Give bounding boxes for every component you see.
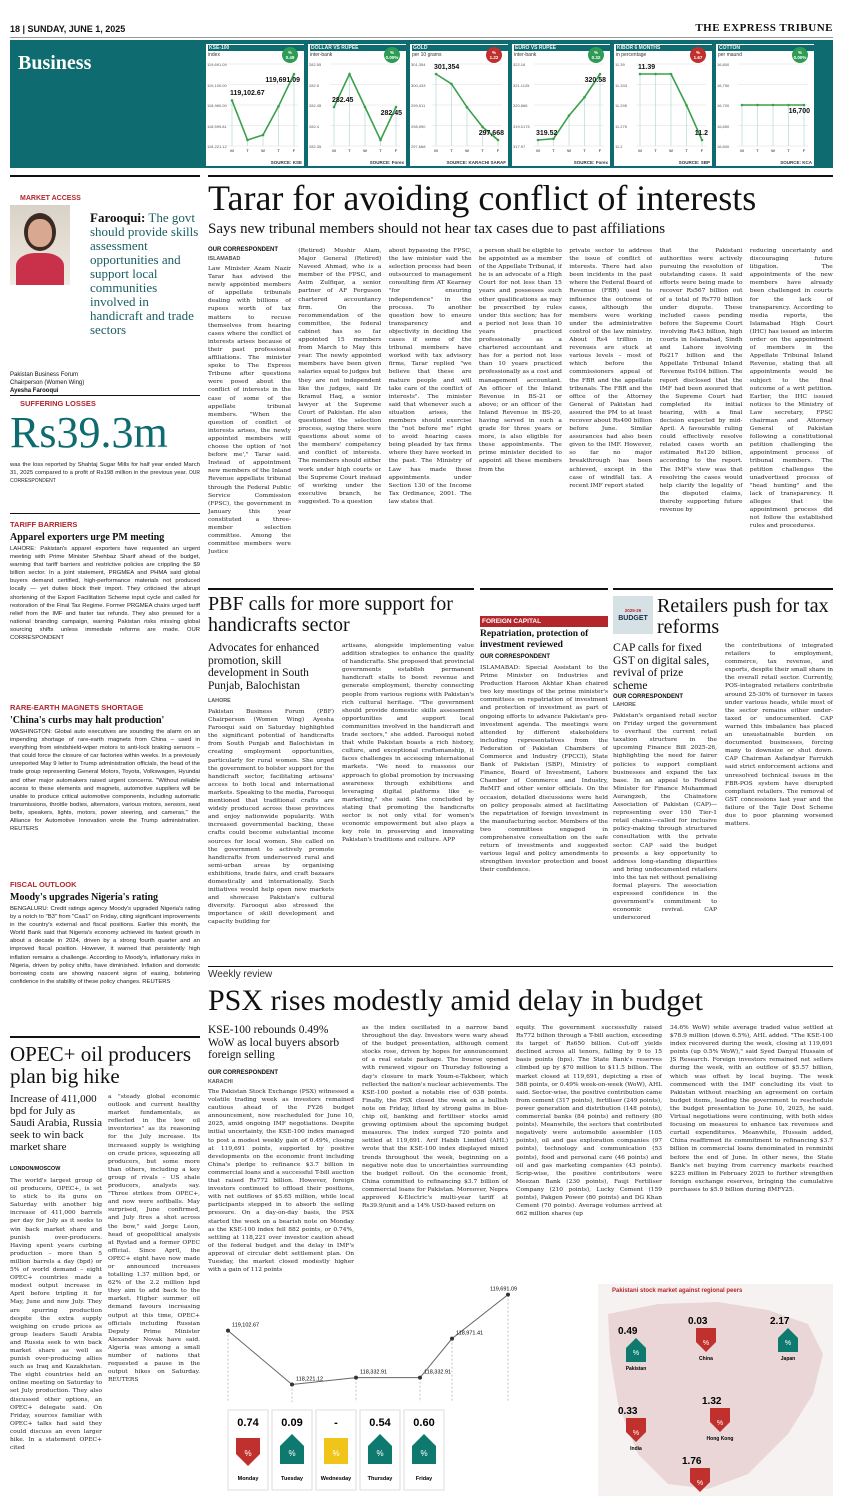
peer-value: 0.49 bbox=[618, 1326, 638, 1337]
peer-name: Hong Kong bbox=[706, 1436, 734, 1442]
day-change: - bbox=[334, 1417, 338, 1429]
data-point bbox=[685, 104, 688, 107]
percent-sign: % bbox=[288, 1449, 296, 1458]
percent-sign: % bbox=[632, 1430, 640, 1437]
market-title: KIBOR 6 MONTHS bbox=[616, 45, 712, 51]
day-label: F bbox=[292, 148, 296, 153]
day-label: T bbox=[583, 148, 586, 153]
day-label: Monday bbox=[237, 1476, 259, 1482]
psx-headline: PSX rises modestly amid delay in budget bbox=[208, 984, 703, 1017]
day-label: F bbox=[394, 148, 398, 153]
peer-name: Pakistan bbox=[625, 1366, 647, 1372]
opec-text-col2: a "steady global economic outlook and current healthy market fundamentals, as reflected in the low oil inventories" as its reasoning for the July increase. Its increased supply is weighing on crude prices, squeezing all producers, but some more than others, including a key group of rivals – US shale producers, analysts say. "Three strikes from OPEC+, and now were softballs. May surprised, June confirmed, and July fires a shot across the bow," said Jorge Leon, head of geopolitical analysis at Rystad and a former OPEC official. Since April, the OPEC+ eight have now made or announced increases totalling 1.37 million bpd, or 62% of the 2.2 million bpd they aim to add back to the market. Higher summer oil demand favours increasing output at this time, OPEC+ officials including Russian Deputy Prime Minister Alexander Novak have said. Algeria was among a small number of nations that requested a pause in the output hikes on Saturday. REUTERS bbox=[108, 1094, 200, 1384]
data-point bbox=[395, 106, 398, 109]
market-source: SOURCE: KCA bbox=[780, 160, 812, 165]
change-badge: % 1.67 bbox=[690, 47, 706, 63]
data-point bbox=[670, 73, 673, 76]
day-label: T bbox=[481, 148, 484, 153]
first-value: 11.39 bbox=[638, 64, 656, 71]
opec-text-col1: The world's largest group of oil producers, OPEC+, is set to stick to its guns on Saturday with another big increase of 411,000 barrels per day for July as it seeks to win back market share and punish over-producers. Having spent years curbing production – more than 5 million barrels a day (bpd) or 5% of world demand – eight OPEC+ countries made a modest output increase in April before tripling it for May, June and now July. They are spurring production despite the extra supply weighing on crude prices as group leaders Saudi Arabia and Russia seek to win back market share as well as punish over-producing allies such as Iraq and Kazakhstan. The eight countries held an online meeting on Saturday to set July production. They also discussed other options, an OPEC+ delegate said. On Friday, sources familiar with OPEC+ talks had said they could discuss an even larger hike. In a statement OPEC+ cited bbox=[10, 1178, 102, 1452]
psx-dateline: KARACHI bbox=[208, 1079, 233, 1085]
market-sub: in percentage bbox=[616, 52, 647, 58]
value-label: 119,691.09 bbox=[490, 1286, 518, 1293]
data-point bbox=[599, 73, 602, 76]
y-tick-label: 16,600 bbox=[717, 144, 730, 149]
market-source: SOURCE: Forex bbox=[573, 160, 608, 165]
market-sub: per maund bbox=[718, 52, 742, 58]
peer-name: Japan bbox=[780, 1356, 796, 1362]
loss-figure: Rs39.3m bbox=[10, 408, 168, 457]
day-label: T bbox=[552, 148, 555, 153]
last-value: 11.2 bbox=[694, 130, 708, 137]
percent-sign: % bbox=[332, 1449, 340, 1458]
change-badge: % 0.49 bbox=[282, 47, 298, 63]
psx-text-col4: 34.6% WoW) while average traded value settled at $78.9 million (down 6.5%), AHL added. "The KSE-100 index recovered during the week, closing at 119,691 points (up 0.5% WoW)," said Syed Danyal Hussain of JS Research. Foreign investors remained net sellers during the week, with an outflow of $5.57 billion, which was offset by local buying. The week commenced with the IMF concluding its visit to Pakistan without reaching an agreement on certain budget items, leading the government to reschedule the budget presentation to June 10, 2025, he said. Virtual negotiations were continuing, with both sides focusing on measures to enhance tax revenues and curtail expenditures. Meanwhile, Hussain added, China reaffirmed its commitment to refinancing $3.7 billion in commercial loans denominated in renminbi before the end of June. In other news, the State Bank's net buying from currency markets reached $223 million in February 2025 to further strengthen foreign exchange reserves, bringing the cumulative purchases to $5.9 billion during 8MFY25. bbox=[670, 1025, 833, 1193]
market-sub: inter-bank bbox=[310, 52, 333, 58]
day-label: W bbox=[465, 148, 469, 153]
kse-weekly-chart bbox=[208, 1278, 528, 1494]
change-badge: % 1.22 bbox=[486, 47, 502, 63]
day-change: 0.09 bbox=[281, 1417, 303, 1429]
regional-title: Pakistani stock market against regional peers bbox=[612, 1288, 743, 1294]
data-point bbox=[506, 1293, 510, 1297]
y-tick-label: 118,221.12 bbox=[207, 144, 227, 149]
day-label: W bbox=[261, 148, 265, 153]
lead-text-col: private sector to address the issue of conflict of interests. There had also been incidents in the past where the Federal Board of Revenue (FBR) used to influence the outcome of cases, although the members were working under the administrative control of the law ministry. About Rs4 trillion in revenues are stuck at various levels – most of which before the commissioners appeal of the FBR and the appellate tribunals. The FBR and the office of the Attorney General of Pakistan had assured the PM to at least recover about Rs400 billion before June. Similar assurances had also been given to the IMF. However, so far no major breakthrough has been achieved, except in the case of windfall tax. A recent IMF report stated bbox=[569, 248, 653, 489]
retail-dateline: LAHORE bbox=[613, 702, 636, 708]
pull-quote: Farooqui: The govt should provide skills assessment opportunities and support local communities involved in handicraft and trade sectors bbox=[90, 210, 199, 337]
opec-headline: OPEC+ oil producers plan big hike bbox=[10, 1042, 191, 1088]
data-point bbox=[246, 139, 249, 142]
y-tick-label: 11.333 bbox=[615, 82, 627, 88]
y-tick-label: 16,800 bbox=[717, 62, 730, 67]
lead-byline: OUR CORRESPONDENT bbox=[208, 247, 279, 253]
market-title: EURO VS RUPEE bbox=[514, 45, 610, 51]
repat-headline: Repatriation, protection of investment reviewed bbox=[480, 629, 589, 650]
peer-name: India bbox=[630, 1446, 642, 1452]
pbf-subhead: Advocates for enhanced promotion, skill development in South Punjab, Balochistan bbox=[208, 642, 320, 692]
data-point bbox=[348, 73, 351, 76]
retail-headline: Retailers push for tax reforms bbox=[657, 595, 829, 638]
peer-value: 0.33 bbox=[618, 1406, 638, 1417]
y-tick-label: 11.275 bbox=[615, 123, 627, 129]
market-source: SOURCE: SBP bbox=[678, 160, 710, 165]
day-label: T bbox=[685, 148, 688, 153]
peer-value: 1.32 bbox=[702, 1396, 722, 1407]
psx-byline: OUR CORRESPONDENT bbox=[208, 1070, 279, 1076]
y-tick-label: 282.35 bbox=[309, 144, 322, 149]
y-tick-label: 297,668 bbox=[411, 144, 426, 149]
day-label: W bbox=[363, 148, 367, 153]
peer-value: 0.03 bbox=[688, 1316, 708, 1327]
data-point bbox=[772, 104, 775, 107]
y-tick-label: 11.39 bbox=[615, 62, 625, 67]
data-point bbox=[450, 1337, 454, 1341]
pbf-text-col1: Pakistan Business Forum (PBF) Chairperson (Women Wing) Ayesha Farooqui said on Saturday highlighted the significant potential of handicrafts from South Punjab and Balochistan in creating employment opportunities, particularly for rural women. She urged the government to bolster support for the handicraft sector, facilitating artisans' access to both local and international markets. Speaking to the media, Farooqui mentioned that traditional crafts are widely produced across these provinces and enjoy nationwide popularity. With increased governmental backing, these crafts could become substantial income sources for local women. She called on the government to actively promote handicrafts from underserved rural and semi-urban areas by organising exhibitions, trade fairs, and craft bazaars domestically and internationally. Such initiatives would help open new markets and showcase Pakistan's cultural diversity. Farooqui also stressed the importance of skill development and capacity building for bbox=[208, 709, 334, 926]
data-point bbox=[333, 106, 336, 109]
value-label: 118,332.91 bbox=[360, 1369, 388, 1376]
percent-sign: % bbox=[244, 1449, 252, 1458]
last-value: 119,691.09 bbox=[265, 77, 300, 84]
y-tick-label: 11.2 bbox=[615, 144, 623, 149]
peer-value: 2.17 bbox=[770, 1316, 790, 1327]
y-tick-label: 317.97 bbox=[513, 144, 526, 149]
day-label: W bbox=[669, 148, 673, 153]
day-label: W bbox=[567, 148, 571, 153]
psx-text-col1: The Pakistan Stock Exchange (PSX) witnessed a volatile trading week as investors remained cautious ahead of the FY26 budget announcement, now rescheduled for June 10, 2025, amid ongoing IMF negotiations. Despite initial uncertainty, the KSE-100 index managed to post a modest weekly gain of 0.49%, closing at 119,691 points, supported by positive developments on the economic front including China's pledge to refinance $3.7 billion in commercial loans and a successful T-bill auction that raised Rs772 billion. However, foreign investors continued to offload their positions, with net outflows of $5.65 million, while local participants stepped in to absorb the selling pressure. On a day-on-day basis, the PSX started the week on a bearish note on Monday as the KSE-100 index fell 882 points, or 0.74%, settling at 118,221 over investor caution ahead of the federal budget and the delay in IMF's approval of circular debt settlement plan. On Tuesday, the market closed modestly higher with a gain of 112 points bbox=[208, 1089, 354, 1273]
data-point bbox=[262, 134, 265, 137]
data-point bbox=[293, 73, 296, 76]
retail-subhead: CAP calls for fixed GST on digital sales, revival of prize scheme bbox=[613, 642, 710, 692]
lead-story bbox=[208, 175, 833, 581]
market-source: SOURCE: Forex bbox=[369, 160, 404, 165]
data-point bbox=[654, 73, 657, 76]
data-point bbox=[277, 105, 280, 108]
day-label: T bbox=[787, 148, 790, 153]
data-point bbox=[568, 114, 571, 117]
market-panel bbox=[410, 44, 508, 166]
data-point bbox=[379, 139, 382, 142]
first-value: 119,102.67 bbox=[230, 90, 265, 98]
data-point bbox=[418, 1376, 422, 1380]
lead-text-col: that the Pakistani authorities were actively pursuing the resolution of outstanding cases. It said efforts were being made to recover Rs567 billion out of a total of Rs770 billion under dispute. These included cases pending before the Supreme Court involving Rs43 billion, high courts in Islamabad, Sindh and Lahore involving Rs217 billion and the Appellate Tribunal Inland Revenue Rs104 billion. The report disclosed that the IMF had been assured that the Supreme Court had completed its initial hearing, with a final decision expected by mid-April. A favourable ruling could effectively resolve related cases worth an estimated Rs120 billion, according to the report. The IMF's view was that resolving the cases would help clarify the legality of the disputed claims, thereby supporting future revenue by bbox=[659, 248, 743, 513]
y-tick-label: 118,960.00 bbox=[207, 103, 227, 108]
y-tick-label: 119,691.09 bbox=[207, 62, 227, 67]
percent-sign: % bbox=[716, 1420, 724, 1427]
data-point bbox=[435, 73, 438, 76]
y-tick-label: 118,599.81 bbox=[207, 123, 227, 129]
data-point bbox=[354, 1376, 358, 1380]
value-label: 118,332.91 bbox=[424, 1369, 452, 1376]
day-label: T bbox=[379, 148, 382, 153]
lead-headline: Tarar for avoiding conflict of interests bbox=[208, 178, 757, 218]
day-label: Tuesday bbox=[281, 1476, 303, 1482]
brief1-tag: TARIFF BARRIERS bbox=[10, 520, 78, 529]
last-value: 16,700 bbox=[788, 108, 810, 115]
pbf-headline: PBF calls for more support for handicrafts sector bbox=[208, 593, 453, 636]
brief1-text: LAHORE: Pakistan's apparel exporters have requested an urgent meeting with Prime Minister Shehbaz Sharif ahead of the budget, warning that tariff barriers and restrictive policies are crippling the $9 billion sector. In a joint statement, PRGMEA and PHMA said global buyers demand certified, high-performance materials not produced locally — yet duties block their import. They criticised the abrupt shortening of the Export Facilitation Scheme input cycle and called for restoration of the Final Tax Regime. Former PRGMEA chairs urged tariff relief from the IMF and faster tax refunds. They also pressed for a national branding campaign, warning Pakistan risks missing global sourcing shifts unless immediate reforms are made. OUR CORRESPONDENT bbox=[10, 546, 200, 642]
brief3-text: BENGALURU: Credit ratings agency Moody's upgraded Nigeria's rating by a notch to "B3" from "Caa1" on Friday, citing significant improvements in the country's external and fiscal positions. Earlier this month, the World Bank said that Nigeria's economy achieved its fastest growth in about a decade in 2024, driven by a strong fourth quarter and an improved fiscal position. However, it warned that persistently high inflation remains a challenge. According to Moody's, inflationary risks in Nigeria, driven by policy shifts, have diminished. Inflation and domestic borrowing costs are showing nascent signs of easing, bolstering confidence in the stability of these policy changes. REUTERS bbox=[10, 906, 200, 985]
data-point bbox=[787, 104, 790, 107]
day-label: Wednesday bbox=[320, 1476, 352, 1482]
masthead: THE EXPRESS TRIBUNE bbox=[695, 22, 833, 34]
market-sub: inter-bank bbox=[514, 52, 537, 58]
retail-text-col2: the contributions of integrated retailers to employment, commerce, tax revenue, and exports, despite their small share in the overall retail sector. Currently, POS-integrated retailers contribute around 25-30% of turnover in taxes under various heads, while most of the sector remains either under-taxed or undocumented. CAP warned this imbalance has placed an unsustainable burden on documented businesses, forcing many to downsize or shut down. CAP Chairman Asfandyar Farrukh said strict enforcement actions and unresolved technical issues in the FBR-POS system have disrupted compliant retailers. The removal of GST concessions last year and the failure of the Tajir Dost Scheme due to poor planning worsened matters. bbox=[725, 643, 833, 828]
y-tick-label: 298,590 bbox=[411, 123, 426, 129]
retail-story bbox=[613, 588, 833, 958]
day-change: 0.74 bbox=[237, 1417, 259, 1429]
data-point bbox=[466, 106, 469, 109]
market-panel bbox=[512, 44, 610, 166]
y-tick-label: 319.0175 bbox=[513, 123, 530, 129]
page-header bbox=[10, 0, 833, 38]
market-source: SOURCE: KSE bbox=[270, 160, 302, 165]
market-band bbox=[10, 40, 833, 168]
change-badge: % 0.32 bbox=[588, 47, 604, 63]
day-label: T bbox=[277, 148, 280, 153]
value-label: 118,221.12 bbox=[296, 1376, 324, 1383]
y-tick-label: 282.45 bbox=[309, 103, 322, 108]
change-badge: % 0.00% bbox=[384, 47, 400, 63]
quote-name: Farooqui: bbox=[90, 210, 146, 225]
last-value: 282.45 bbox=[380, 110, 402, 117]
regional-peers-panel bbox=[598, 1284, 833, 1496]
pbf-text-col2: artisans, alongside implementing value addition strategies to enhance the quality of handicrafts. She proposed that provincial governments establish permanent handicraft stalls to boost revenue and generate employment, thereby connecting people from various regions with Pakistan's rich cultural heritage. "The government should provide domestic skills assessment opportunities and support local communities involved in the handicraft and trade sectors," she added. Farooqui noted that while Pakistan boasts a rich history, culture, and exceptional craftsmanship, it faces challenges in accessing international markets. "We need to reassess our approach to global promotion by increasing awareness through exhibitions and leveraging digital platforms like e-marketing," she said. She concluded by stating that promoting the handicrafts sector is not only vital for women's economic empowerment but also plays a key role in preserving and innovating Pakistan's traditions and culture. APP bbox=[342, 643, 474, 844]
opec-dateline: LONDON/MOSCOW bbox=[10, 1166, 61, 1172]
first-value: 301,354 bbox=[434, 64, 460, 71]
data-point bbox=[231, 99, 234, 102]
market-source: SOURCE: KARACHI SARAF bbox=[446, 160, 506, 165]
y-tick-label: 11.295 bbox=[615, 103, 627, 108]
y-tick-label: 321.1125 bbox=[513, 82, 530, 88]
loss-text: was the loss reported by Shahtaj Sugar Mills for half year ended March 31, 2025 compared to a profit of Rs198 million in the previous year. OUR CORRESPONDENT bbox=[10, 462, 200, 485]
pbf-dateline: LAHORE bbox=[208, 698, 231, 704]
data-point bbox=[497, 139, 500, 142]
day-label: T bbox=[348, 148, 351, 153]
brief3-head: Moody's upgrades Nigeria's rating bbox=[10, 892, 159, 903]
data-point bbox=[290, 1382, 294, 1386]
lead-text-col: (Retired) Mushir Alam, Major General (Retired) Naveed Ahmad, who is a member of the FPSC, and Asim Zulfiqar, a senior partner of AF Ferguson chartered accountancy firm. On the recommendation of the committee, the federal cabinet has so far appointed 15 members from March to May this year. The newly appointed members have been given salaries equal to judges but they are not independent like the judges, said Dr Ikramul Haq, a senior lawyer at the Supreme Court of Pakistan. He also questioned the selection process, saying there were questions about some of the members' competency and conflict of interests. The members should either work under high courts or the Supreme Court instead of working under the executive branch, he suggested. To a question bbox=[298, 248, 382, 505]
market-panel bbox=[614, 44, 712, 166]
data-point bbox=[741, 104, 744, 107]
day-label: M bbox=[638, 148, 642, 153]
y-tick-label: 16,650 bbox=[717, 123, 730, 129]
y-tick-label: 16,700 bbox=[717, 103, 730, 108]
day-label: T bbox=[654, 148, 657, 153]
market-title: DOLLAR VS RUPEE bbox=[310, 45, 406, 51]
page-date: 18 | SUNDAY, JUNE 1, 2025 bbox=[10, 24, 126, 34]
psx-text-col3: equity. The government successfully raised Rs772 billion through a T-bill auction, exceeding its target of Rs650 billion. Cut-off yields declined across all tenors, falling by 9 to 15 basis points (bps). The State Bank's reserves climbed up by $70 million to $11.5 billion. The market closed at 119,691, depicting a rise of 588 points, or 0.49% week-on-week (WoW), AHL said. Sector-wise, the positive contribution came from cement (317 points), fertiliser (249 points), power generation and distribution (148 points), commercial banks (84 points) and refinery (80 points). Meanwhile, the sectors that contributed negatively were automobile assembler (105 points), oil and gas exploration companies (97 points), technology and communication (53 points), food and personal care (46 points) and oil and gas marketing companies (43 points). Scrip-wise, the positive contributors were Meezan Bank (230 points), Fauji Fertiliser Company (210 points), Lucky Cement (159 points), Pakgen Power (80 points) and DG Khan Cement (70 points). Average volumes arrived at 662 million shares (up bbox=[516, 1025, 662, 1218]
data-point bbox=[756, 104, 759, 107]
data-point bbox=[450, 83, 453, 86]
lead-text-col: a person shall be eligible to be appointed as a member of the Appellate Tribunal, if he is an advocate of a High Court for not less than 15 years and possesses such other qualifications as may be prescribed by rules under this section; has for a period not less than 10 years practiced professionally as a chartered accountant and has for a period not less than 10 years practiced professionally as a cost and management accountant. An officer of the Inland Revenue in BS-21 or above; or an officer of the Inland Revenue in BS-20, having served in such a grade for three years or more, is also eligible for these appointments. The prime minister decided to appoint all these members from the bbox=[478, 248, 562, 473]
day-label: M bbox=[230, 148, 234, 153]
day-label: M bbox=[536, 148, 540, 153]
data-point bbox=[552, 137, 555, 140]
market-title: COTTON bbox=[718, 45, 814, 51]
day-label: F bbox=[802, 148, 806, 153]
brief2-text: WASHINGTON: Global auto executives are sounding the alarm on an impending shortage of rare-earth magnets from China – used in everything from windshield-wiper motors to anti-lock braking sensors – that could force the closure of car factories within weeks. In a previously unreported May 9 letter to Trump administration officials, the head of the trade group representing General Motors, Toyota, Volkswagen, Hyundai and other major automakers raised urgent concerns. "Without reliable access to these elements and magnets, automotive suppliers will be unable to produce critical automotive components, including automatic transmissions, throttle bodies, alternators, various motors, sensors, seat belts, speakers, lights, motors, power steering, and cameras," the Alliance for Automotive Innovation wrote the Trump administration. REUTERS bbox=[10, 729, 200, 833]
loss-kicker: SUFFERING LOSSES bbox=[20, 399, 96, 408]
value-label: 118,971.41 bbox=[456, 1330, 484, 1337]
day-label: T bbox=[246, 148, 249, 153]
brief3-tag: FISCAL OUTLOOK bbox=[10, 880, 77, 889]
market-sub: index bbox=[208, 52, 220, 58]
lead-dateline: ISLAMABAD bbox=[208, 256, 241, 262]
left-column bbox=[10, 175, 200, 1495]
psx-text-col2: as the index oscillated in a narrow band throughout the day. Investors were wary ahead of the budget presentation, although cement stocks rose, driven by hopes for announcement of a real estate package. The bourse opened with renewed vigour on Thursday following a day's closure to mark Youm-e-Takbeer, which reflected the nation's nuclear achievements. The KSE-100 posted a notable rise of 638 points. Finally, the PSX closed the week on a bullish note on Friday, lifted by strong gains in blue-chip oil, banking and fertiliser stocks amid growing optimism about the upcoming budget measures. The index surged 720 points and settled at 119,691. Arif Habib Limited (AHL) wrote that the KSE-100 index displayed mixed trends throughout the week, beginning on a negative note due to uncertainties surrounding the budget rollout. On the economic front, China committed to refinancing $3.7 billion of commercial loans for Pakistan. Moreover, Nepra approved K-Electric's multi-year tariff at Rs39.9/unit and a 14% USD-based return on bbox=[362, 1025, 508, 1210]
first-value: 282.45 bbox=[332, 97, 354, 104]
percent-sign: % bbox=[702, 1340, 710, 1347]
pbf-story bbox=[208, 588, 474, 958]
last-value: 297,668 bbox=[478, 130, 504, 137]
brief2-tag: RARE-EARTH MAGNETS SHORTAGE bbox=[10, 703, 144, 712]
day-label: W bbox=[771, 148, 775, 153]
brief2-head: 'China's curbs may halt production' bbox=[10, 715, 165, 726]
data-point bbox=[364, 106, 367, 109]
brief1-head: Apparel exporters urge PM meeting bbox=[10, 532, 165, 543]
access-kicker: MARKET ACCESS bbox=[20, 195, 81, 202]
day-label: Friday bbox=[415, 1476, 433, 1482]
section-title: Business bbox=[18, 52, 92, 74]
value-label: 119,102.67 bbox=[232, 1322, 260, 1329]
last-value: 320.58 bbox=[584, 77, 606, 84]
percent-sign: % bbox=[420, 1449, 428, 1458]
day-label: M bbox=[332, 148, 336, 153]
y-tick-label: 16,750 bbox=[717, 82, 730, 88]
day-label: F bbox=[598, 148, 602, 153]
opec-subhead: Increase of 411,000 bpd for July as Saudi Arabia, Russia seek to win back market share bbox=[10, 1093, 102, 1153]
data-point bbox=[537, 139, 540, 142]
day-label: Thursday bbox=[367, 1476, 393, 1482]
change-badge: % 0.00% bbox=[792, 47, 808, 63]
peer-value: 1.76 bbox=[682, 1456, 702, 1467]
day-label: F bbox=[700, 148, 704, 153]
quote-attribution: Pakistan Business Forum Chairperson (Women Wing) Ayesha Farooqui bbox=[10, 372, 85, 394]
repat-tag: FOREIGN CAPITAL bbox=[480, 616, 608, 627]
market-title: KSE-100 bbox=[208, 45, 304, 51]
retail-text-col1: Pakistan's organised retail sector on Friday urged the government to overhaul the current retail taxation structure in the upcoming Finance Bill 2025-26, highlighting the need for fairer policies to support compliant businesses and expand the tax base. In an appeal to Federal Minister for Finance Muhammad Aurangzeb, the Chainstore Association of Pakistan (CAP)—representing over 150 Tier-1 retail chains—called for inclusive policy-making through structured consultation with the private sector. CAP said the budget presents a key opportunity to address long-standing disparities and bring undocumented retailers into the tax net without penalising formal players. The association expressed confidence in the government's commitment to economic revival. CAP underscored bbox=[613, 713, 717, 922]
data-point bbox=[803, 104, 806, 107]
avatar bbox=[10, 205, 70, 285]
y-tick-label: 282.5 bbox=[309, 82, 320, 88]
day-change: 0.54 bbox=[369, 1417, 391, 1429]
market-panel bbox=[308, 44, 406, 166]
day-label: F bbox=[496, 148, 500, 153]
percent-sign: % bbox=[696, 1480, 704, 1487]
day-change: 0.60 bbox=[413, 1417, 435, 1429]
percent-sign: % bbox=[632, 1350, 640, 1357]
y-tick-label: 322.16 bbox=[513, 62, 526, 67]
y-tick-label: 282.4 bbox=[309, 123, 320, 129]
peer-name: China bbox=[699, 1356, 713, 1362]
budget-badge: 2025-26 BUDGET bbox=[613, 596, 653, 634]
lead-subhead: Says new tribunal members should not hear tax cases due to past affiliations bbox=[208, 221, 666, 237]
repat-byline: OUR CORRESPONDENT bbox=[480, 654, 551, 660]
y-tick-label: 301,354 bbox=[411, 62, 426, 67]
retail-byline: OUR CORRESPONDENT bbox=[613, 694, 684, 700]
data-point bbox=[481, 126, 484, 129]
day-label: M bbox=[434, 148, 438, 153]
day-label: M bbox=[740, 148, 744, 153]
market-panel bbox=[206, 44, 304, 166]
repat-story bbox=[480, 588, 608, 958]
weekly-label: Weekly review bbox=[208, 969, 273, 980]
lead-text-col: reducing uncertainty and discouraging future litigation. The appointments of the new members have already been challenged in courts for the lack of transparency. According to media reports, the Islamabad High Court (IHC) has issued an interim order on the appointment of members in the Appellate Tribunal Inland Revenue, stating that all appointments would be subject to the final outcome of a writ petition. Earlier, the IHC issued notices to the Ministry of Law secretary, FPSC chairman and Attorney General of Pakistan following a constitutional petition challenging the appointment process of tribunal members. The petition challenges the unadvertised process of "head hunting" and the lack of transparency. It alleges that the appointment process did not follow the established rules and procedures. bbox=[749, 248, 833, 530]
percent-sign: % bbox=[784, 1340, 792, 1347]
percent-sign: % bbox=[376, 1449, 384, 1458]
first-value: 319.52 bbox=[536, 130, 558, 137]
y-tick-label: 299,511 bbox=[411, 103, 426, 108]
y-tick-label: 320.666 bbox=[513, 103, 528, 108]
lead-text-col: Law Minister Azam Nazir Tarar has advised the newly appointed members of appellate tribunals dealing with billions of rupees worth of tax matters to recuse themselves from hearing cases where the conflict of interests arises because of their past professional affiliations. The minister spoke to The Express Tribune after questions were posed about the conflict of interests in the case of some of the appellate tribunal members. "When the question of conflict of interests arises, the newly appointed members will choose the option of 'not before me'," Tarar said. Instead of appointment new members of the Inland Revenue appellate tribunal through the Federal Public Service Commission (FPSC), the government in January this year constituted a three-member selection committee. Among the committee members were Justice bbox=[208, 266, 291, 556]
psx-subhead: KSE-100 rebounds 0.49% WoW as local buyers absorb foreign selling bbox=[208, 1024, 340, 1061]
market-sub: per 10 grams bbox=[412, 52, 442, 58]
y-tick-label: 300,433 bbox=[411, 82, 426, 88]
data-point bbox=[226, 1329, 230, 1333]
market-title: GOLD bbox=[412, 45, 508, 51]
data-point bbox=[701, 139, 704, 142]
market-panel bbox=[716, 44, 814, 166]
repat-text: ISLAMABAD: Special Assistant to the Prime Minister on Industries and Production Haroon Akhtar Khan chaired two key meetings of the prime minister's committees on repatriation of investment and protection of investment as part of ongoing efforts to advance Pakistan's pro-investment agenda. The meetings were attended by different stakeholders including representatives from the Federation of Pakistan Chambers of Commerce and Industry (FPCCI), State Bank of Pakistan (SBP), Ministry of Finance, Board of Investment, Lahore Chamber of Commerce and Industry, ReMIT and other senior officials. On the occasion, detailed discussions were held on policy proposals aimed at facilitating the repatriation of foreign investment in the manufacturing sector. Members of the two committees engaged in comprehensive consultation on the safe return of investments and suggested various legal and policy amendments to strengthen investor protection and boost their confidence. bbox=[480, 665, 608, 874]
psx-story bbox=[208, 966, 833, 1496]
y-tick-label: 282.55 bbox=[309, 62, 322, 67]
day-label: T bbox=[756, 148, 759, 153]
day-label: T bbox=[450, 148, 453, 153]
data-point bbox=[583, 96, 586, 99]
data-point bbox=[639, 73, 642, 76]
lead-text-col: about bypassing the FPSC, the law minister said the selection process had been outsourced to management consulting firm AT Kearney "for ensuring independence" in the process. To another question how to ensure transparency and objectivity in deciding the cases if some of the tribunal members have worked with tax advisory firms, Tarar replied "we believe that these are mature people and will take care of the conflict of interests". The minister said that whenever such a situation arises, the members should exercise the "not before me" right to avoid hearing cases being pleaded by tax firms where they have worked in the past. The Ministry of Law has made these appointments under Section 130 of the Income Tax Ordinance, 2001. The law states that bbox=[388, 248, 472, 505]
y-tick-label: 119,100.00 bbox=[207, 82, 227, 88]
